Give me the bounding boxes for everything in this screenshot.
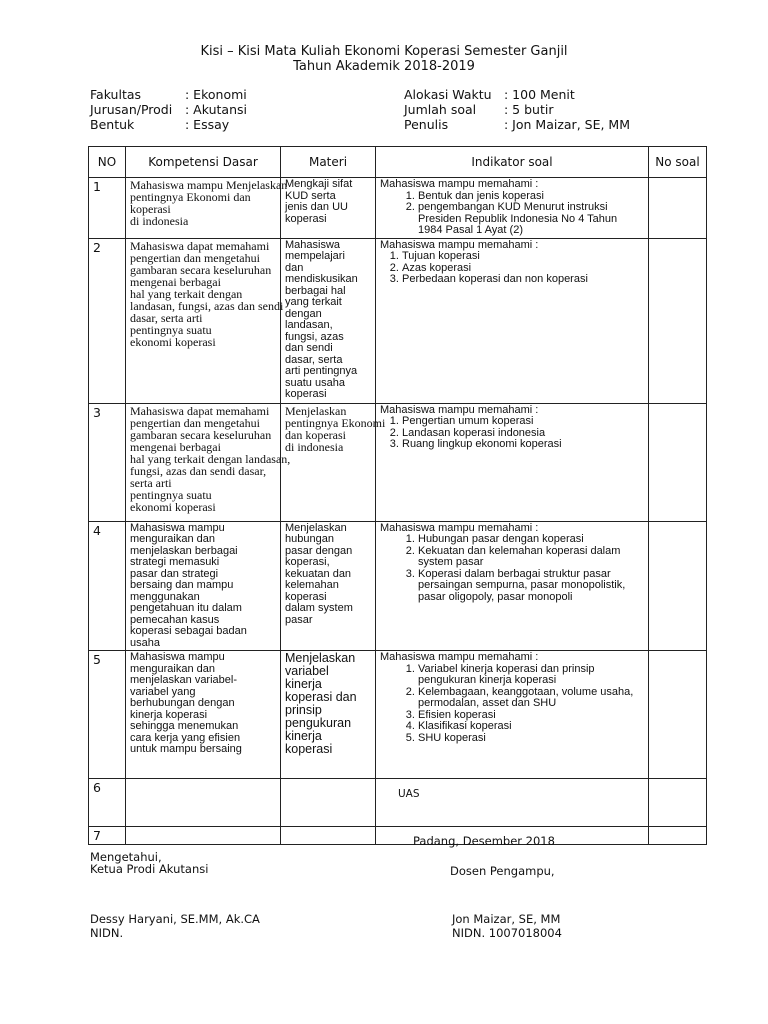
row-number: 4 xyxy=(89,521,126,651)
right-signer-name: Jon Maizar, SE, MM xyxy=(452,912,561,926)
indikator-intro: Mahasiswa mampu memahami : xyxy=(380,403,539,416)
indikator-intro: Mahasiswa mampu memahami : xyxy=(380,521,539,534)
indikator-cell xyxy=(376,238,649,403)
uas-label: UAS xyxy=(398,788,420,800)
materi-cell xyxy=(281,403,386,521)
materi-line: pasar xyxy=(285,613,313,626)
row-number: 6 xyxy=(89,779,126,827)
indikator-item: 2. Azas koperasi xyxy=(402,263,644,275)
kompetensi-line: Mahasiswa mampu xyxy=(130,651,225,663)
kompetensi-line: pengertian dan mengetahui xyxy=(130,415,260,430)
no-soal-cell xyxy=(649,651,707,779)
kompetensi-cell xyxy=(126,779,281,827)
table-row xyxy=(89,238,707,403)
kompetensi-line: pemecahan kasus xyxy=(130,613,220,626)
materi-cell xyxy=(281,651,376,779)
kompetensi-line: Mahasiswa mampu Menjelaskan xyxy=(130,178,288,192)
materi-line: berbagai hal xyxy=(285,284,346,297)
materi-line: prinsip xyxy=(285,703,322,717)
kompetensi-line: landasan, fungsi, azas dan sendi xyxy=(130,298,284,313)
kompetensi-line: pentingnya Ekonomi dan xyxy=(130,190,251,204)
place-date: Padang, Desember 2018 xyxy=(413,834,555,848)
materi-line: variabel xyxy=(285,664,329,678)
meta-value: : Jon Maizar, SE, MM xyxy=(504,117,630,132)
indikator-list xyxy=(380,251,644,286)
meta-label: Jurusan/Prodi xyxy=(90,102,173,117)
materi-line: Menjelaskan xyxy=(285,651,356,665)
indikator-item: 3. Efisien koperasi xyxy=(418,710,644,722)
meta-value: : Ekonomi xyxy=(185,87,247,102)
materi-line: KUD serta xyxy=(285,189,336,202)
kompetensi-line: menggunakan xyxy=(130,590,200,603)
materi-line: jenis dan UU xyxy=(285,201,348,213)
kompetensi-line: gambaran secara keseluruhan xyxy=(130,427,272,442)
kompetensi-line: variabel yang xyxy=(130,685,196,698)
no-soal-cell xyxy=(649,521,707,651)
materi-line: pengukuran xyxy=(285,716,352,730)
indikator-list xyxy=(380,416,644,451)
indikator-item: 1. Hubungan pasar dengan koperasi xyxy=(418,534,644,546)
meta-value: : Akutansi xyxy=(185,102,247,117)
kompetensi-line: bersaing dan mampu xyxy=(130,579,234,591)
indikator-item: 4. Klasifikasi koperasi xyxy=(418,721,644,733)
table-row xyxy=(89,651,707,779)
table-row xyxy=(89,403,707,521)
kompetensi-line: gambaran secara keseluruhan xyxy=(130,262,272,277)
materi-line: hubungan xyxy=(285,533,334,545)
kompetensi-line: dasar, serta arti xyxy=(130,310,203,325)
materi-line: dan koperasi xyxy=(285,427,346,442)
meta-label: Fakultas xyxy=(90,87,142,102)
kompetensi-line: pentingnya suatu xyxy=(130,322,212,337)
materi-line: kinerja xyxy=(285,729,322,743)
indikator-item: 2. Landasan koperasi indonesia xyxy=(402,428,644,440)
kompetensi-cell xyxy=(126,651,281,779)
indikator-cell xyxy=(376,779,649,827)
meta-label: Jumlah soal xyxy=(404,102,477,117)
header-no: NO xyxy=(89,147,126,178)
table-row xyxy=(89,178,707,239)
materi-line: dengan xyxy=(285,307,322,320)
kompetensi-line: Mahasiswa mampu xyxy=(130,521,225,534)
kompetensi-line: serta arti xyxy=(130,475,172,490)
kompetensi-line: pengertian dan mengetahui xyxy=(130,250,260,265)
kompetensi-line: cara kerja yang efisien xyxy=(130,731,241,744)
kompetensi-line: hal yang terkait dengan landasan, xyxy=(130,451,291,466)
materi-line: koperasi xyxy=(285,212,327,225)
materi-line: kekuatan dan xyxy=(285,567,352,580)
materi-line: fungsi, azas xyxy=(285,330,344,343)
kompetensi-cell xyxy=(126,403,291,521)
kompetensi-line: pasar dan strategi xyxy=(130,567,219,580)
ketua-label: Ketua Prodi Akutansi xyxy=(90,862,209,876)
table-header-row xyxy=(89,147,707,178)
materi-line: Mengkaji sifat xyxy=(285,178,353,190)
kompetensi-line: menjelaskan berbagai xyxy=(130,544,238,557)
meta-label: Bentuk xyxy=(90,117,135,132)
indikator-item: 1. Pengertian umum koperasi xyxy=(402,416,644,428)
materi-line: kinerja xyxy=(285,677,322,691)
meta-label: Penulis xyxy=(404,117,449,132)
no-soal-cell xyxy=(649,178,707,239)
indikator-cell xyxy=(376,178,649,239)
materi-line: Menjelaskan xyxy=(285,403,347,418)
kompetensi-line: kinerja koperasi xyxy=(130,708,208,721)
row-number: 5 xyxy=(89,651,126,779)
kompetensi-line: hal yang terkait dengan xyxy=(130,286,243,301)
materi-line: koperasi, xyxy=(285,556,330,568)
kompetensi-line: fungsi, azas dan sendi dasar, xyxy=(130,463,267,478)
table-row xyxy=(89,827,707,845)
indikator-cell xyxy=(376,651,649,779)
kompetensi-cell xyxy=(126,827,281,845)
document-title: Kisi – Kisi Mata Kuliah Ekonomi Koperasi Semester Ganjil xyxy=(200,44,568,59)
kompetensi-cell xyxy=(126,178,288,239)
materi-line: dalam system xyxy=(285,602,353,614)
materi-line: pentingnya Ekonomi xyxy=(285,415,386,430)
kompetensi-line: strategi memasuki xyxy=(130,556,220,568)
indikator-item: 2. Kelembagaan, keanggotaan, volume usaha, permodalan, asset dan SHU xyxy=(418,687,644,710)
row-number: 3 xyxy=(89,403,126,521)
meta-label: Alokasi Waktu xyxy=(404,87,492,102)
header-materi: Materi xyxy=(281,147,376,178)
meta-value: : Essay xyxy=(185,117,230,132)
kompetensi-line: usaha xyxy=(130,636,160,649)
meta-value: : 100 Menit xyxy=(504,87,575,102)
materi-line: dan sendi xyxy=(285,342,333,354)
kompetensi-line: untuk mampu bersaing xyxy=(130,743,242,755)
materi-line: koperasi xyxy=(285,742,333,756)
kompetensi-line: di indonesia xyxy=(130,214,189,228)
materi-line: mempelajari xyxy=(285,250,345,262)
indikator-item: 3. Perbedaan koperasi dan non koperasi xyxy=(402,274,644,286)
materi-line: dasar, serta xyxy=(285,353,343,366)
materi-line: koperasi xyxy=(285,590,327,603)
kompetensi-line: mengenai berbagai xyxy=(130,439,221,454)
header-kompetensi: Kompetensi Dasar xyxy=(126,147,281,178)
right-signer-nidn: NIDN. 1007018004 xyxy=(452,926,562,940)
table-row xyxy=(89,521,707,651)
indikator-item: 5. SHU koperasi xyxy=(418,733,644,745)
meta-value: : 5 butir xyxy=(504,102,554,117)
kompetensi-line: mengenai berbagai xyxy=(130,274,221,289)
indikator-list xyxy=(380,664,644,745)
materi-cell xyxy=(281,238,376,403)
meta-right xyxy=(404,87,630,132)
indikator-cell xyxy=(376,403,649,521)
dosen-label: Dosen Pengampu, xyxy=(450,864,555,878)
kompetensi-line: sehingga menemukan xyxy=(130,720,239,732)
meta-left xyxy=(90,87,247,132)
indikator-item: 2. pengembangan KUD Menurut instruksi Presiden Republik Indonesia No 4 Tahun 1984 Pasal 1 Ayat (2) xyxy=(418,202,644,237)
kompetensi-line: menguraikan dan xyxy=(130,533,216,545)
materi-line: Mahasiswa xyxy=(285,238,341,251)
kompetensi-line: Mahasiswa dapat memahami xyxy=(130,403,270,418)
indikator-list xyxy=(380,191,644,237)
indikator-intro: Mahasiswa mampu memahami : xyxy=(380,651,539,663)
kompetensi-line: menjelaskan variabel- xyxy=(130,674,237,686)
materi-cell xyxy=(281,779,376,827)
kisi-table xyxy=(88,146,707,845)
kompetensi-line: Mahasiswa dapat memahami xyxy=(130,238,270,253)
kompetensi-cell xyxy=(126,521,281,651)
materi-line: arti pentingnya xyxy=(285,365,358,377)
table-row xyxy=(89,779,707,827)
materi-line: pasar dengan xyxy=(285,544,353,557)
materi-line: kelemahan xyxy=(285,579,339,591)
materi-line: mendiskusikan xyxy=(285,273,358,285)
indikator-cell xyxy=(376,521,649,651)
left-signer-nidn: NIDN. xyxy=(90,926,124,940)
header-indikator: Indikator soal xyxy=(376,147,649,178)
indikator-item: 1. Tujuan koperasi xyxy=(402,251,644,263)
kompetensi-line: menguraikan dan xyxy=(130,662,216,675)
materi-line: yang terkait xyxy=(285,296,342,308)
kompetensi-line: koperasi xyxy=(130,202,171,216)
no-soal-cell xyxy=(649,827,707,845)
left-signer-name: Dessy Haryani, SE.MM, Ak.CA xyxy=(90,912,260,926)
materi-line: suatu usaha xyxy=(285,376,345,389)
kompetensi-line: pengetahuan itu dalam xyxy=(130,602,242,614)
indikator-item: 1. Bentuk dan jenis koperasi xyxy=(418,191,644,203)
header-no-soal: No soal xyxy=(649,147,707,178)
row-number: 1 xyxy=(89,178,126,239)
indikator-item: 2. Kekuatan dan kelemahan koperasi dalam system pasar xyxy=(418,546,644,569)
kompetensi-line: koperasi sebagai badan xyxy=(130,625,247,637)
indikator-item: 3. Ruang lingkup ekonomi koperasi xyxy=(402,439,644,451)
materi-cell xyxy=(281,521,376,651)
document-subtitle: Tahun Akademik 2018-2019 xyxy=(293,59,475,74)
row-number: 7 xyxy=(89,827,126,845)
materi-line: Menjelaskan xyxy=(285,521,347,534)
materi-line: di indonesia xyxy=(285,439,344,454)
indikator-list xyxy=(380,534,644,603)
row-number: 2 xyxy=(89,238,126,403)
no-soal-cell xyxy=(649,238,707,403)
kompetensi-line: berhubungan dengan xyxy=(130,697,235,709)
no-soal-cell xyxy=(649,779,707,827)
indikator-intro: Mahasiswa mampu memahami : xyxy=(380,238,539,251)
kompetensi-line: pentingnya suatu xyxy=(130,487,212,502)
no-soal-cell xyxy=(649,403,707,521)
indikator-intro: Mahasiswa mampu memahami : xyxy=(380,178,539,190)
materi-line: koperasi dan xyxy=(285,690,357,704)
materi-cell xyxy=(281,178,376,239)
kompetensi-cell xyxy=(126,238,284,403)
materi-line: koperasi xyxy=(285,388,327,400)
materi-cell xyxy=(281,827,376,845)
kompetensi-line: ekonomi koperasi xyxy=(130,334,216,349)
materi-line: landasan, xyxy=(285,319,333,331)
indikator-item: 3. Koperasi dalam berbagai struktur pasar persaingan sempurna, pasar monopolistik, pasar oligopoly, pasar monopoli xyxy=(418,569,644,604)
materi-line: dan xyxy=(285,261,304,274)
mengetahui-label: Mengetahui, xyxy=(90,850,162,864)
indikator-item: 1. Variabel kinerja koperasi dan prinsip pengukuran kinerja koperasi xyxy=(418,664,644,687)
kompetensi-line: ekonomi koperasi xyxy=(130,499,216,514)
